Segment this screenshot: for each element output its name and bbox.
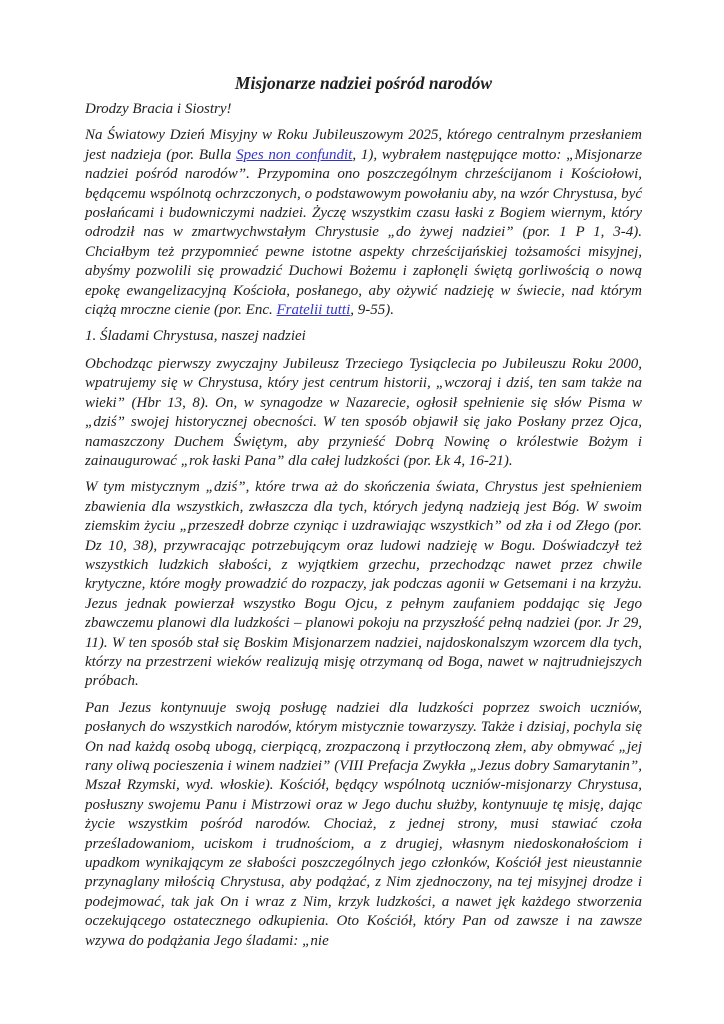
paragraph-4: Pan Jezus kontynuuje swoją posługę nadziei dla ludzkości poprzez swoich uczniów, posłanych do wszystkich narodów, którym mistycznie towarzyszy. Także i dzisiaj, pochyla się On nad każdą osobą ubogą, cierpiącą, zrozpaczoną i przytłoczoną złem, aby obmywać „jej rany oliwą pocieszenia i winem nadziei” (VIII Prefacja Zwykła „Jezus dobry Samarytanin”, Mszał Rzymski, wyd. włoskie). Kościół, będący wspólnotą uczniów-misjonarzy Chrystusa, posłuszny swojemu Panu i Mistrzowi oraz w Jego duchu służby, kontynuuje tę misję, dając życie wszystkim pośród narodów. Chociaż, z jednej strony, musi stawiać czoła prześladowaniom, uciskom i trudnościom, a z drugiej, własnym niedoskonałościom i upadkom wynikającym ze słabości poszczególnych jego członków, Kościół jest nieustannie przynaglany miłością Chrystusa, aby podążać, z Nim zjednoczony, na tej misyjnej drodze i podejmować, tak jak On i wraz z Nim, krzyk ludzkości, a nawet jęk każdego stworzenia oczekującego ostatecznego odkupienia. Oto Kościół, który Pan od zawsze i na zawsze wzywa do podążania Jego śladami: „nie bbox=[85, 699, 642, 949]
hyperlink-fratelli-tutti[interactable]: Fratelii tutti bbox=[276, 302, 351, 319]
paragraph-3: W tym mistycznym „dziś”, które trwa aż do skończenia świata, Chrystus jest spełnieniem zbawienia dla wszystkich, zwłaszcza dla tych, których jedyną nadzieją jest Bóg. W swoim ziemskim życiu „przeszedł dobrze czyniąc i uzdrawiając wszystkich” od zła i od Złego (por. Dz 10, 38), przywracając potrzebującym oraz ludowi nadzieję w Bogu. Doświadczył też wszystkich ludzkich słabości, z wyjątkiem grzechu, przechodząc nawet przez chwile krytyczne, które mogły prowadzić do rozpaczy, jak podczas agonii w Getsemani i na krzyżu. Jezus jednak powierzał wszystko Bogu Ojcu, z pełnym zaufaniem poddając się Jego zbawczemu planowi dla ludzkości – planowi pokoju na przyszłość pełną nadziei (por. Jr 29, 11). W ten sposób stał się Boskim Misjonarzem nadziei, najdoskonalszym wzorcem dla tych, którzy na przestrzeni wieków realizują misję otrzymaną od Boga, nawet w najtrudniejszych próbach. bbox=[85, 479, 642, 690]
document-content bbox=[85, 72, 642, 958]
salutation: Drodzy Bracia i Siostry! bbox=[85, 101, 232, 117]
hyperlink-spes-non-confundit[interactable]: Spes non confundit bbox=[236, 146, 353, 163]
section-heading-1: 1. Śladami Chrystusa, naszej nadziei bbox=[85, 328, 306, 345]
document-title: Misjonarze nadziei pośród narodów bbox=[234, 73, 493, 93]
paragraph-2: Obchodząc pierwszy zwyczajny Jubileusz Trzeciego Tysiąclecia po Jubileuszu Roku 2000, wpatrujemy się w Chrystusa, który jest centrum historii, „wczoraj i dziś, ten sam także na wieki” (Hbr 13, 8). On, w synagodze w Nazarecie, ogłosił spełnienie się słów Pisma w „dziś” swojej historycznej obecności. W ten sposób objawił się jako Posłany przez Ojca, namaszczony Duchem Świętym, aby przynieść Dobrą Nowinę o królestwie Bożym i zainaugurować „rok łaski Pana” dla całej ludzkości (por. Łk 4, 16-21). bbox=[85, 355, 642, 469]
paragraph-1: Na Światowy Dzień Misyjny w Roku Jubileuszowym 2025, którego centralnym przesłaniem jest nadzieja (por. Bulla Spes non confundit, 1), wybrałem następujące motto: „Misjonarze nadziei pośród narodów”. Przypomina ono poszczególnym chrześcijanom i Kościołowi, będącemu wspólnotą ochrzczonych, o podstawowym powołaniu aby, na wzór Chrystusa, być posłańcami i budowniczymi nadziei. Życzę wszystkim czasu łaski z Bogiem wiernym, który odrodził nas w zmartwychwstałym Chrystusie „do żywej nadziei” (por. 1 P 1, 3-4). Chciałbym też przypomnieć pewne istotne aspekty chrześcijańskiej tożsamości misyjnej, abyśmy pozwolili się prowadzić Duchowi Bożemu i zapłonęli świętą gorliwością o nową epokę ewangelizacyjną Kościoła, posłanego, aby ożywić nadzieję w świecie, nad którym ciążą mroczne cienie (por. Enc. Fratelii tutti, 9-55). bbox=[85, 127, 643, 319]
